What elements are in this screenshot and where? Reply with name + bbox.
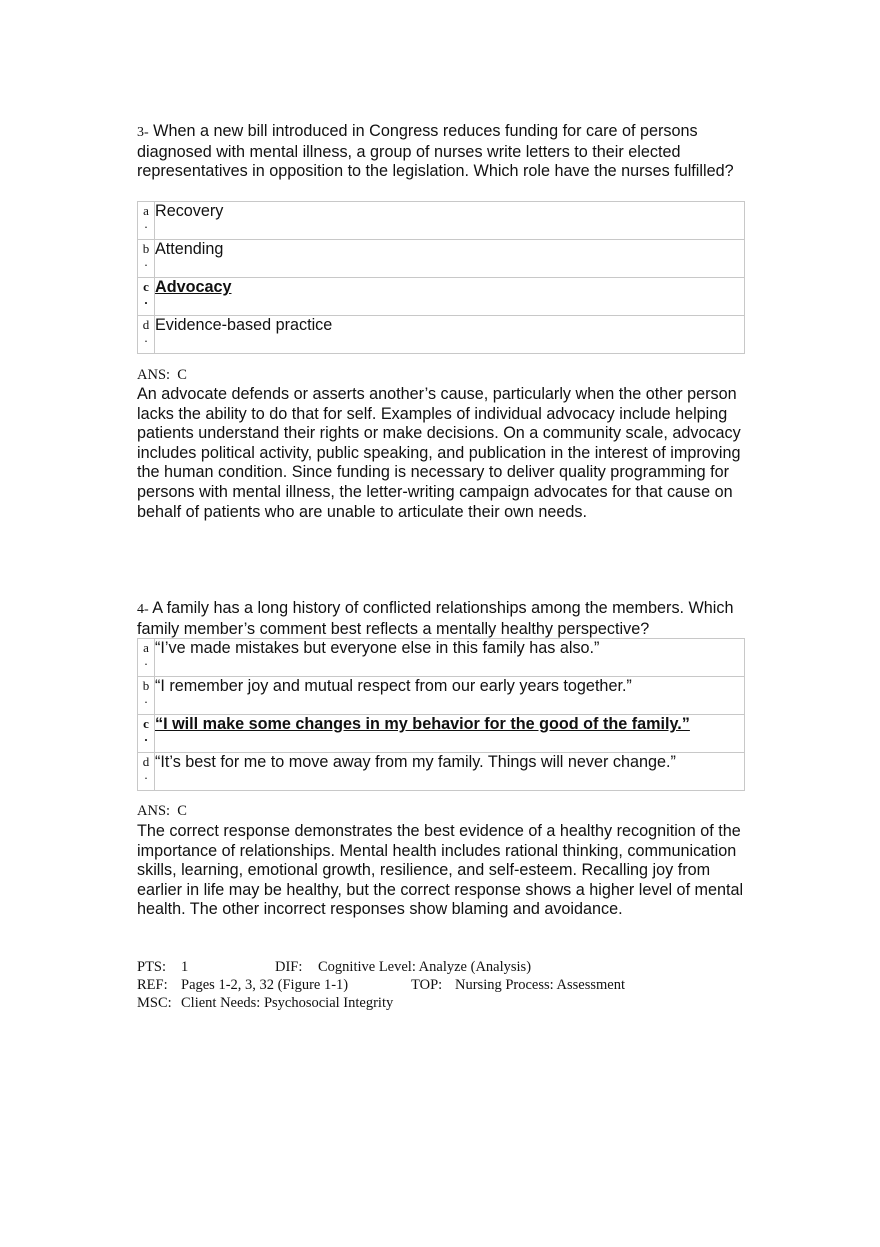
choice-letter: a — [143, 203, 149, 218]
choice-text: Recovery — [155, 202, 745, 240]
choice-row-a: a . Recovery — [138, 202, 745, 240]
answer-value: C — [177, 803, 187, 819]
question-3-stem — [137, 122, 747, 182]
top-label: TOP: — [411, 977, 443, 993]
choice-row-b: b . Attending — [138, 240, 745, 278]
choice-letter: b — [142, 678, 150, 693]
dif-value: Cognitive Level: Analyze (Analysis) — [318, 959, 532, 975]
ref-value: Pages 1-2, 3, 32 (Figure 1-1) — [181, 977, 349, 993]
choice-text: Evidence-based practice — [155, 316, 745, 354]
question-text: When a new bill introduced in Congress reduces funding for care of persons diagnosed with mental illness, a group of nurses write letters to their elected representatives in opposition to the legislation. Which role have the nurses fulfilled? — [137, 122, 734, 181]
msc-value: Client Needs: Psychosocial Integrity — [181, 995, 394, 1011]
choice-letter: c — [143, 716, 149, 731]
answer-label: ANS: — [137, 803, 171, 819]
choice-row-d: d . Evidence-based practice — [138, 316, 745, 354]
choice-text: “I remember joy and mutual respect from our early years together.” — [155, 677, 745, 715]
correct-choice-text: Advocacy — [155, 278, 745, 316]
choice-letter: d — [142, 754, 150, 769]
meta-line-pts-dif — [137, 958, 531, 976]
choice-row-c-correct: c . Advocacy — [138, 278, 745, 316]
pts-label: PTS: — [137, 959, 167, 975]
answer-value: C — [177, 367, 187, 383]
question-4-choices — [137, 638, 745, 791]
choice-row-b: b . “I remember joy and mutual respect from our early years together.” — [138, 677, 745, 715]
correct-choice-text: “I will make some changes in my behavior for the good of the family.” — [155, 715, 745, 753]
choice-text: “I’ve made mistakes but everyone else in this family has also.” — [155, 639, 745, 677]
choice-row-d: d . “It’s best for me to move away from my family. Things will never change.” — [138, 753, 745, 791]
pts-value: 1 — [181, 959, 189, 975]
question-4-answer — [137, 803, 187, 820]
choice-letter: d — [142, 317, 150, 332]
dif-label: DIF: — [275, 959, 303, 975]
question-3-choices — [137, 201, 745, 354]
choice-text: “It’s best for me to move away from my family. Things will never change.” — [155, 753, 745, 791]
answer-label: ANS: — [137, 367, 171, 383]
ref-label: REF: — [137, 977, 168, 993]
choice-letter: b — [142, 241, 150, 256]
question-4-rationale: The correct response demonstrates the best evidence of a healthy recognition of the importance of relationships. Mental health includes rational thinking, communication skills, learning, emotional growth, resilience, and self-esteem. Recalling joy from earlier in life may be healthy, but the correct response shows a higher level of mental health. The other incorrect responses show blaming and avoidance. — [137, 822, 744, 919]
question-3-answer — [137, 367, 187, 384]
choice-row-c-correct: c . “I will make some changes in my behavior for the good of the family.” — [138, 715, 745, 753]
top-value: Nursing Process: Assessment — [455, 977, 625, 993]
msc-label: MSC: — [137, 995, 172, 1011]
question-text: A family has a long history of conflicted relationships among the members. Which family member’s comment best reflects a mentally healthy perspective? — [137, 599, 734, 638]
question-number: 3- — [137, 125, 149, 140]
question-number: 4- — [137, 602, 149, 617]
question-3-rationale: An advocate defends or asserts another’s cause, particularly when the other person lacks the ability to do that for self. Examples of individual advocacy include helping patients understand their rights or make decisions. On a community scale, advocacy includes political activity, public speaking, and publication in the interest of improving the human condition. Since funding is necessary to deliver quality programming for persons with mental illness, the letter-writing campaign advocates for that cause on behalf of patients who are unable to articulate their own needs. — [137, 385, 741, 521]
choice-letter: c — [143, 279, 149, 294]
choice-letter: a — [143, 640, 149, 655]
choice-row-a: a . “I’ve made mistakes but everyone else in this family has also.” — [138, 639, 745, 677]
meta-line-ref-top — [137, 976, 625, 994]
meta-line-msc — [137, 994, 393, 1012]
question-4-stem — [137, 599, 747, 639]
choice-text: Attending — [155, 240, 745, 278]
